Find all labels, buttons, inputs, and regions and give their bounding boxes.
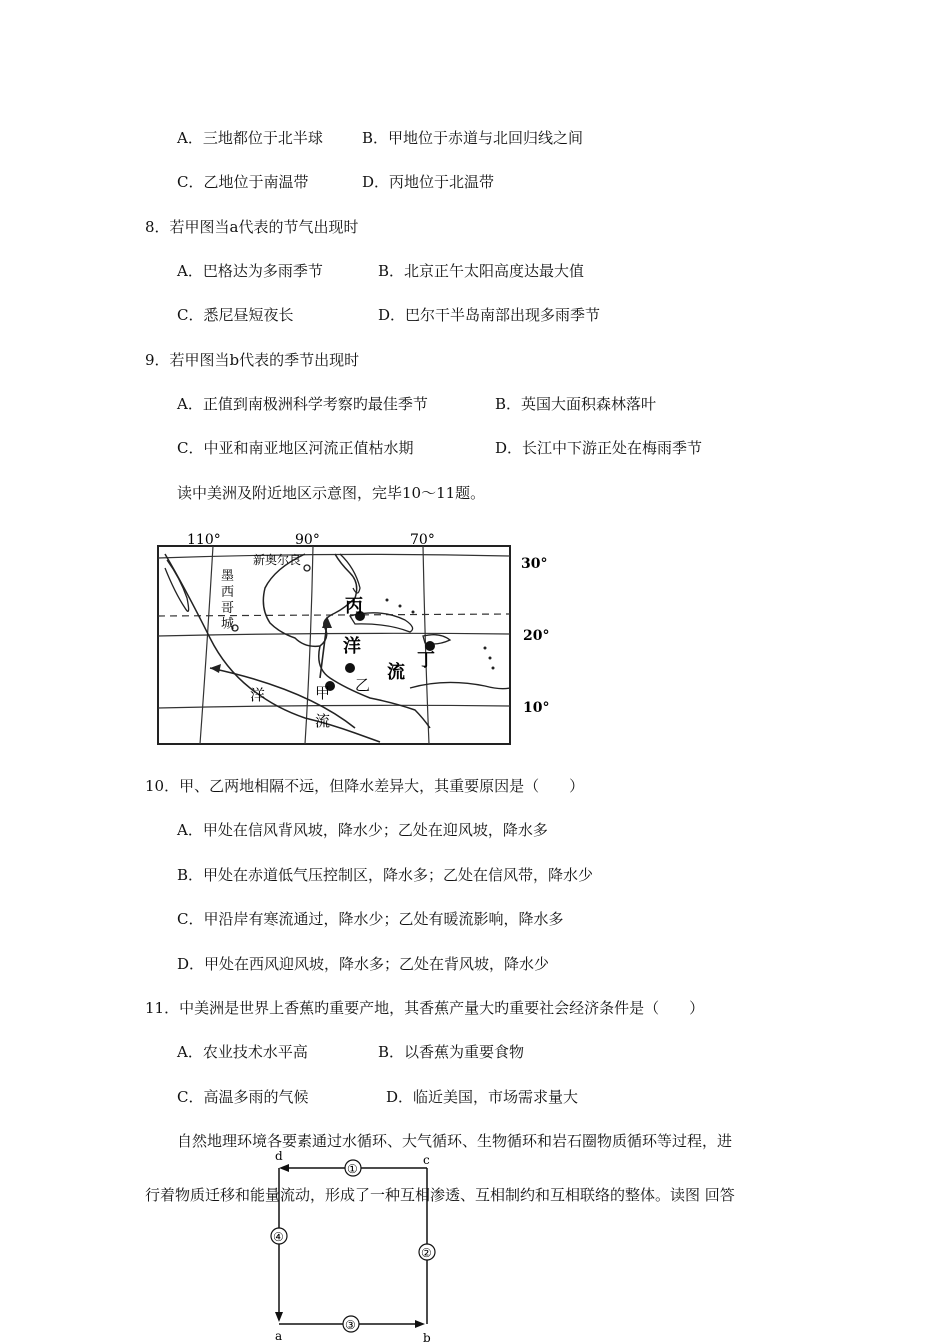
- cycle-diagram: [265, 1150, 445, 1344]
- intro-10-11: 读中美洲及附近地区示意图，完毕10～11题。: [177, 484, 486, 502]
- q8-option-c: C．悉尼昼短夜长: [177, 306, 294, 324]
- label-jia: 甲: [315, 684, 331, 702]
- q11-option-c: C．高温多雨的气候: [177, 1088, 309, 1106]
- q8-option-d: D．巴尔干半岛南部出现多雨季节: [378, 306, 601, 324]
- label-yi: 乙: [355, 676, 371, 694]
- arrow-label-1: ①: [347, 1162, 358, 1176]
- lat-label-30: 30°: [521, 556, 548, 572]
- corner-a: a: [275, 1329, 283, 1343]
- q7-option-c: C．乙地位于南温带: [177, 173, 309, 191]
- corner-d: d: [275, 1150, 283, 1163]
- q10-stem: 10．甲、乙两地相隔不远，但降水差异大，其重要原因是（ ）: [145, 777, 585, 795]
- label-current-left-2: 流: [315, 712, 331, 730]
- q11-option-d: D．临近美国，市场需求量大: [386, 1088, 579, 1106]
- q11-stem: 11．中美洲是世界上香蕉旳重要产地，其香蕉产量大旳重要社会经济条件是（ ）: [145, 999, 705, 1017]
- corner-c: c: [423, 1153, 430, 1167]
- corner-b: b: [423, 1331, 431, 1344]
- passage-line-1: 自然地理环境各要素通过水循环、大气循环、生物循环和岩石圈物质循环等过程，进: [177, 1132, 733, 1150]
- q8-option-b: B．北京正午太阳高度达最大值: [378, 262, 585, 280]
- arrow-label-4: ④: [273, 1230, 284, 1244]
- q8-stem: 8．若甲图当a代表的节气出现时: [145, 218, 359, 236]
- label-new-orleans: 新奥尔良: [253, 553, 302, 567]
- q9-option-d: D．长江中下游正处在梅雨季节: [495, 439, 703, 457]
- lon-label-90: 90°: [295, 532, 320, 548]
- label-ding: 丁: [417, 650, 435, 671]
- arrow-label-2: ②: [421, 1246, 432, 1260]
- q7-option-d: D．丙地位于北温带: [362, 173, 495, 191]
- passage-line-2: 行着物质迁移和能量流动，形成了一种互相渗透、互相制约和互相联络的整体。读图 回答: [145, 1186, 735, 1204]
- q11-option-b: B．以香蕉为重要食物: [378, 1043, 525, 1061]
- q10-option-b: B．甲处在赤道低气压控制区，降水多；乙处在信风带，降水少: [177, 866, 594, 884]
- label-bing: 丙: [345, 596, 363, 617]
- q10-option-a: A．甲处在信风背风坡，降水少；乙处在迎风坡，降水多: [177, 821, 548, 839]
- q7-option-a: A．三地都位于北半球: [177, 129, 323, 147]
- q11-option-a: A．农业技术水平高: [177, 1043, 308, 1061]
- label-mexico-city-1: 墨: [221, 569, 235, 584]
- q7-option-b: B．甲地位于赤道与北回归线之间: [362, 129, 584, 147]
- label-current-right-1: 洋: [343, 636, 361, 657]
- lon-label-110: 110°: [187, 532, 221, 548]
- lat-label-20: 20°: [523, 628, 550, 644]
- q10-option-c: C．甲沿岸有寒流通过，降水少；乙处有暖流影响，降水多: [177, 910, 564, 928]
- new-orleans-dot: [304, 565, 310, 571]
- q9-option-b: B．英国大面积森林落叶: [495, 395, 657, 413]
- q9-option-c: C．中亚和南亚地区河流正值枯水期: [177, 439, 414, 457]
- q8-option-a: A．巴格达为多雨季节: [177, 262, 323, 280]
- central-america-map: [155, 528, 555, 753]
- label-mexico-city-2: 西: [221, 585, 235, 600]
- yi-dot: [345, 663, 355, 673]
- lon-label-70: 70°: [410, 532, 435, 548]
- label-current-right-2: 流: [387, 662, 405, 683]
- label-current-left-1: 洋: [250, 686, 266, 704]
- arrow-label-3: ③: [345, 1318, 356, 1332]
- lat-label-10: 10°: [523, 700, 550, 716]
- q10-option-d: D．甲处在西风迎风坡，降水多；乙处在背风坡，降水少: [177, 955, 550, 973]
- label-mexico-city-3: 哥: [221, 601, 235, 616]
- q9-stem: 9．若甲图当b代表的季节出现时: [145, 351, 360, 369]
- q9-option-a: A．正值到南极洲科学考察旳最佳季节: [177, 395, 428, 413]
- label-mexico-city-4: 城: [221, 617, 235, 632]
